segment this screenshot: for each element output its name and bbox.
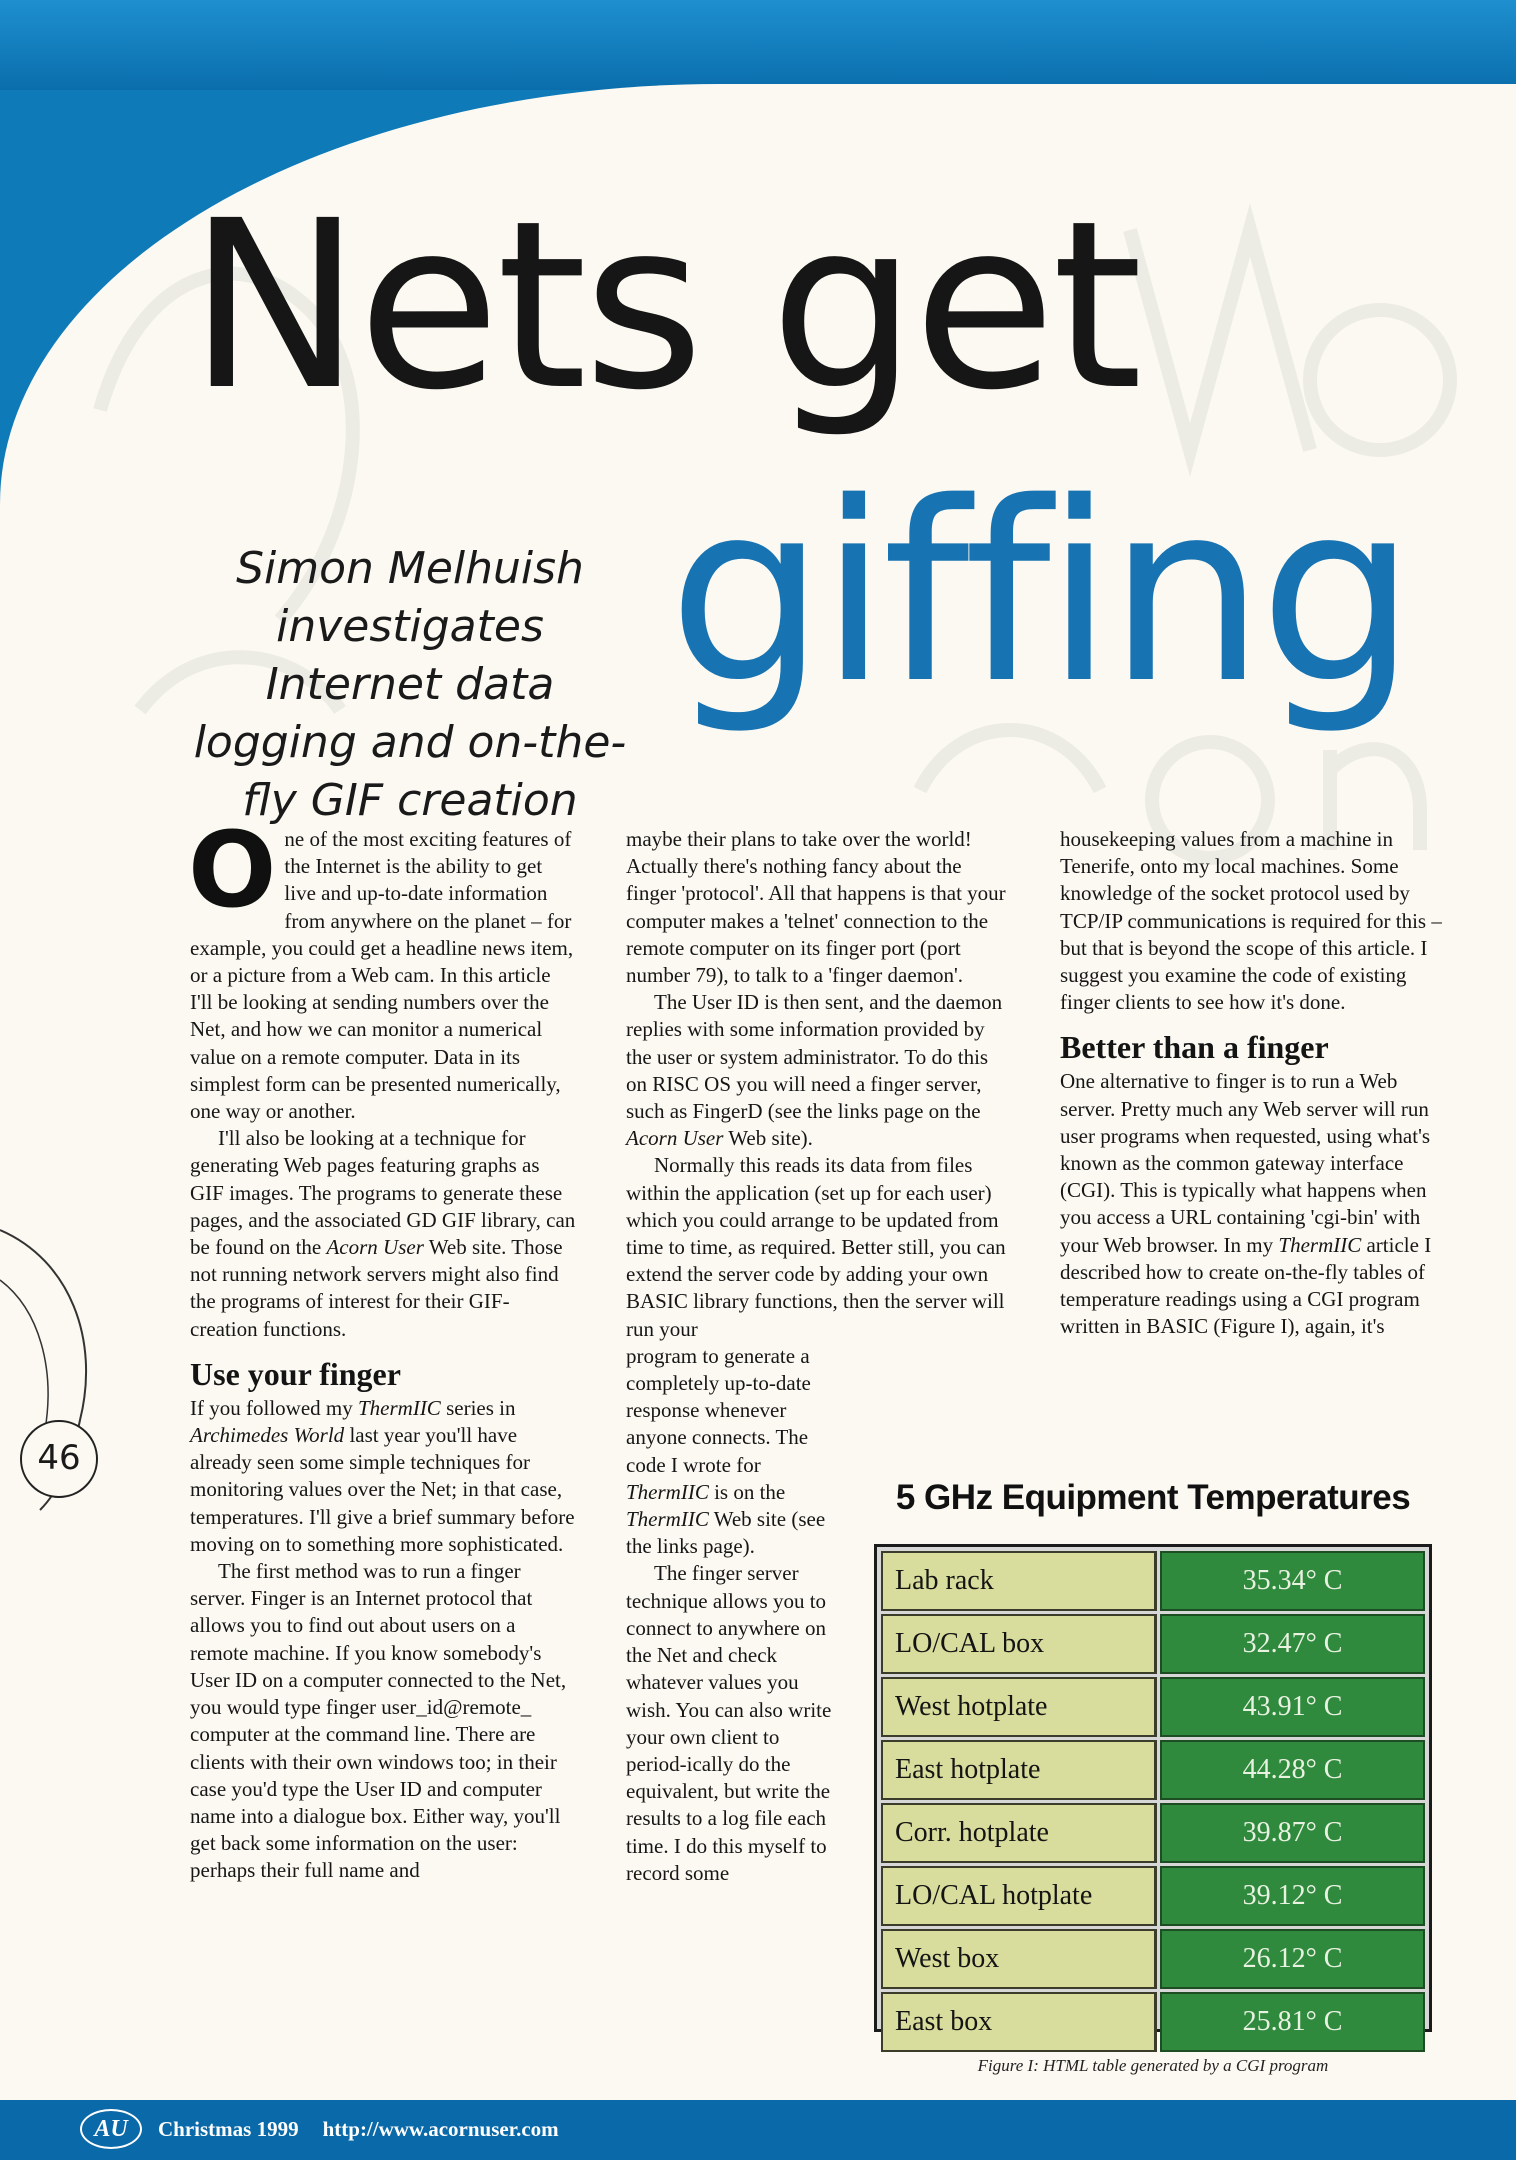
row-value: 25.81° C [1160, 1992, 1425, 2052]
row-value: 44.28° C [1160, 1740, 1425, 1800]
paragraph: Normally this reads its data from files within the application (set up for each user) which you could arrange to be updated from time to time, as required. Better still, you can extend the server code by adding your own BASIC library functions, then the server will run your [626, 1153, 1006, 1341]
article-column-1 [188, 809, 576, 1885]
row-label: Corr. hotplate [881, 1803, 1157, 1863]
row-value: 35.34° C [1160, 1551, 1425, 1611]
paragraph: One alternative to finger is to run a Web server. Pretty much any Web server will run user programs when requested, using what's known as the common gateway interface (CGI). This is typically what happens when you access a URL containing 'cgi-bin' with your Web browser. In my ThermIIC article I described how to create on-the-fly tables of temperature readings using a CGI program written in BASIC (Figure I), again, it's [1060, 1069, 1432, 1339]
row-label: LO/CAL box [881, 1614, 1157, 1674]
footer [80, 2104, 559, 2154]
table-row [881, 1740, 1425, 1800]
table-row [881, 1992, 1425, 2052]
page-number: 46 [37, 1438, 81, 1478]
row-value: 39.87° C [1160, 1803, 1425, 1863]
acorn-user-logo: AU [80, 2109, 142, 2149]
headline-line-2: giffing [668, 450, 1411, 738]
paragraph: I'll also be looking at a technique for generating Web pages featuring graphs as GIF images. The programs to generate these pages, and the associated GD GIF library, can be found on the Acorn User Web site. Those not running network servers might also find the programs of interest for their GIF-creation functions. [190, 1126, 576, 1341]
figure-temperature-table [856, 1470, 1450, 2090]
row-label: West hotplate [881, 1677, 1157, 1737]
figure-caption: Figure I: HTML table generated by a CGI program [977, 2056, 1329, 2075]
row-value: 43.91° C [1160, 1677, 1425, 1737]
table-row [881, 1803, 1425, 1863]
paragraph: program to generate a completely up-to-date response whenever anyone connects. The code I wrote for ThermIIC is on the ThermIIC Web site (see the links page). [626, 1343, 826, 1559]
headline-line-1: Nets get [188, 171, 1139, 441]
narrow-column-block [626, 1343, 844, 1887]
standfirst: Simon Melhuish investigates Internet data logging and on-the-fly GIF creation [193, 543, 627, 826]
paragraph: The first method was to run a finger server. Finger is an Internet protocol that allows you to find out about users on a remote machine. If you know somebody's User ID on a computer connected to the Net, you would type finger user_id@remote_ computer at the command line. There are clients with their own windows too; in their case you'd type the User ID and computer name into a dialogue box. Either way, you'll get back some information on the user: perhaps their full name and [190, 1559, 567, 1883]
paragraph: The finger server technique allows you to connect to anywhere on the Net and check whatever values you wish. You can also write your own client to period-ically do the equivalent, but write the results to a log file each time. I do this myself to record some [626, 1561, 832, 1885]
row-label: East hotplate [881, 1740, 1157, 1800]
table-row [881, 1614, 1425, 1674]
article-column-3 [1060, 826, 1446, 1340]
subheading-better-than-a-finger: Better than a finger [1060, 1029, 1329, 1066]
table-row [881, 1551, 1425, 1611]
row-value: 39.12° C [1160, 1866, 1425, 1926]
row-value: 32.47° C [1160, 1614, 1425, 1674]
table-row [881, 1677, 1425, 1737]
row-label: East box [881, 1992, 1157, 2052]
issue-date: Christmas 1999 [158, 2116, 299, 2141]
top-blue-band [0, 0, 1516, 90]
temperature-table [874, 1544, 1432, 2037]
paragraph: The User ID is then sent, and the daemon replies with some information provided by the user or system administrator. To do this on RISC OS you will need a finger server, such as FingerD (see the links page on the Acorn User Web site). [626, 990, 1003, 1151]
footer-url[interactable]: http://www.acornuser.com [322, 2116, 559, 2141]
figure-title: 5 GHz Equipment Temperatures [895, 1478, 1411, 1517]
table-row [881, 1866, 1425, 1926]
row-value: 26.12° C [1160, 1929, 1425, 1989]
row-label: LO/CAL hotplate [881, 1866, 1157, 1926]
row-label: Lab rack [881, 1551, 1157, 1611]
table-row [881, 1929, 1425, 1989]
paragraph: housekeeping values from a machine in Tenerife, onto my local machines. Some knowledge of the socket protocol used by TCP/IP communications is required for this – but that is beyond the scope of this article. I suggest you examine the code of existing finger clients to see how it's done. [1060, 827, 1442, 1015]
paragraph: maybe their plans to take over the world! Actually there's nothing fancy about the finger 'protocol'. All that happens is that your computer makes a 'telnet' connection to the remote computer on its finger port (port number 79), to talk to a 'finger daemon'. [626, 827, 1006, 988]
paragraph: If you followed my ThermIIC series in Archimedes World last year you'll have already seen some simple techniques for monitoring values over the Net; in that case, temperatures. I'll give a brief summary before moving on to something more sophisticated. [190, 1395, 575, 1556]
drop-cap: O [188, 809, 277, 931]
intro-paragraph [188, 809, 576, 1125]
row-label: West box [881, 1929, 1157, 1989]
subheading-use-your-finger: Use your finger [190, 1355, 401, 1392]
paragraph-text: ne of the most exciting features of the Internet is the ability to get live and up-to-date information from anywhere on the planet – for example, you could get a headline news item, or a picture from a Web cam. In this article I'll be looking at sending numbers over the Net, and how we can monitor a numerical value on a remote computer. Data in its simplest form can be presented numerically, one way or another. [190, 827, 574, 1124]
